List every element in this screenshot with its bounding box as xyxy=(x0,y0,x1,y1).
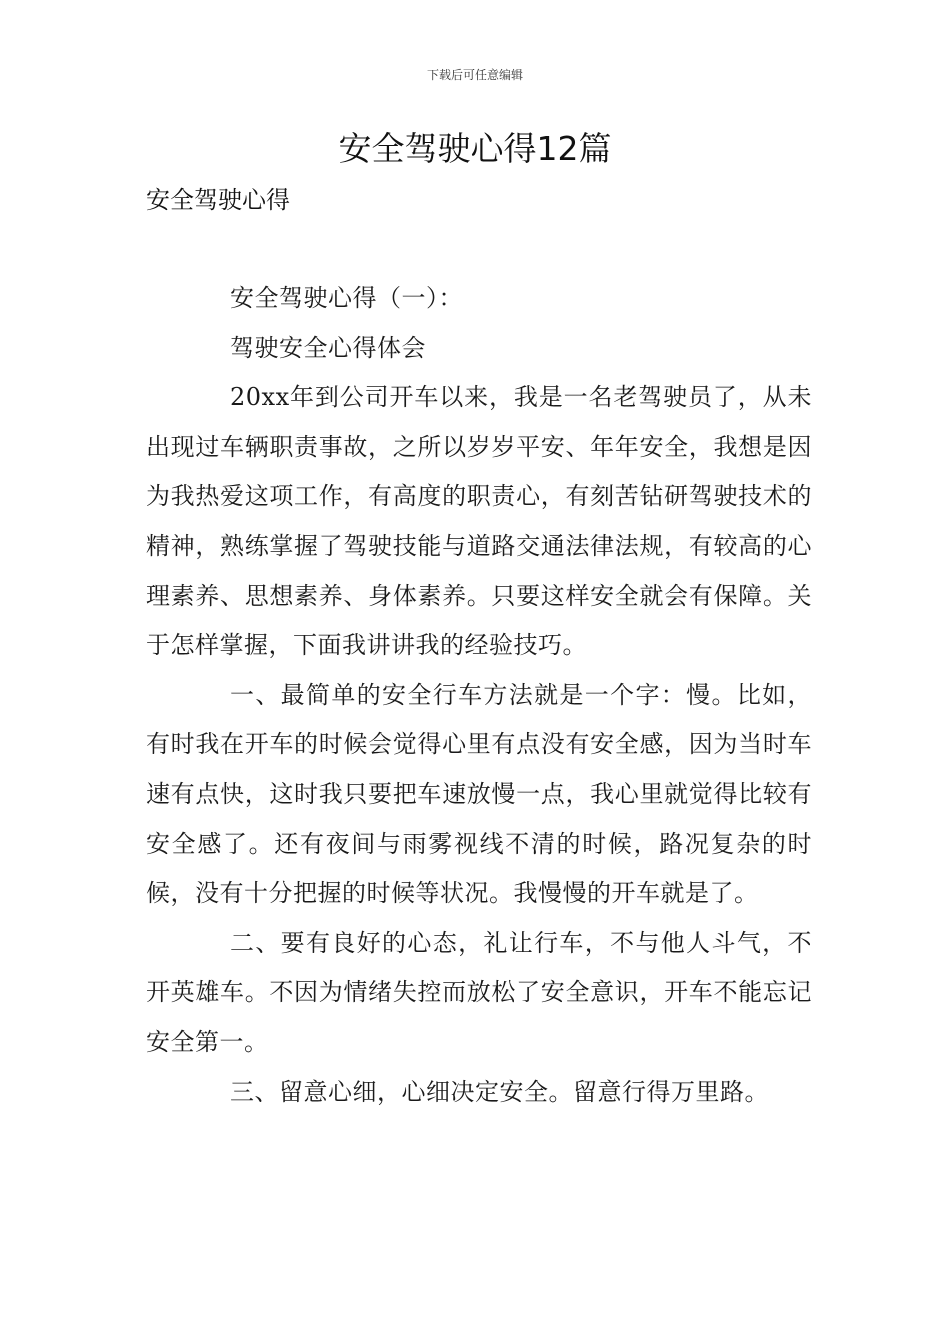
document-body xyxy=(146,274,812,1117)
body-paragraph: 二、要有良好的心态，礼让行车，不与他人斗气，不开英雄车。不因为情绪失控而放松了安全意识，开车不能忘记安全第一。 xyxy=(146,928,812,1056)
page-header-note: 下载后可任意编辑 xyxy=(426,68,523,82)
body-paragraph: 三、留意心细，心细决定安全。留意行得万里路。 xyxy=(230,1077,769,1106)
document-subtitle: 安全驾驶心得 xyxy=(146,186,290,214)
section-heading: 安全驾驶心得（一）： xyxy=(230,284,463,312)
body-paragraph: 一、最简单的安全行车方法就是一个字：慢。比如，有时我在开车的时候会觉得心里有点没有安全感，因为当时车速有点快，这时我只要把车速放慢一点，我心里就觉得比较有安全感了。还有夜间与雨雾视线不清的时候，路况复杂的时候，没有十分把握的时候等状况。我慢慢的开车就是了。 xyxy=(146,680,812,908)
body-paragraph: 20xx年到公司开车以来，我是一名老驾驶员了，从未出现过车辆职责事故，之所以岁岁平安、年年安全，我想是因为我热爱这项工作，有高度的职责心，有刻苦钻研驾驶技术的精神，熟练掌握了驾驶技能与道路交通法律法规，有较高的心理素养、思想素养、身体素养。只要这样安全就会有保障。关于怎样掌握，下面我讲讲我的经验技巧。 xyxy=(146,383,812,660)
document-title: 安全驾驶心得12篇 xyxy=(338,129,612,168)
section-subheading: 驾驶安全心得体会 xyxy=(230,333,426,362)
